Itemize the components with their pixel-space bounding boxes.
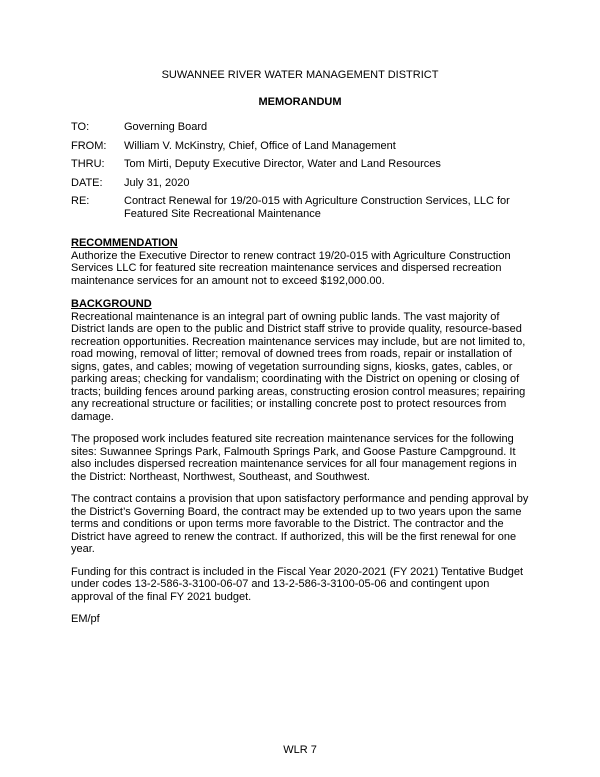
header-value: William V. McKinstry, Chief, Office of Land Management [124, 139, 396, 152]
header-value: Tom Mirti, Deputy Executive Director, Water and Land Resources [124, 158, 441, 170]
header-label: FROM: [71, 139, 107, 152]
header-label: DATE: [71, 176, 103, 189]
background-heading: BACKGROUND [71, 298, 152, 310]
header-value: Contract Renewal for 19/20-015 with Agriculture Construction Services, LLC for Featured Site Recreational Maintenance [124, 195, 510, 220]
header-row-date [71, 177, 541, 191]
memo-header [71, 121, 541, 225]
header-value: July 31, 2020 [124, 176, 190, 189]
background-section [71, 298, 533, 626]
recommendation-section [71, 237, 533, 287]
background-paragraph: The proposed work includes featured site recreation maintenance services for the following sites: Suwannee Springs Park, Falmouth Springs Park, and Goose Pasture Campground. It also includes dispersed recreation maintenance services for all four management regions in the District: Northeast, Northwest, Southeast, and Southwest. [71, 433, 517, 483]
initials: EM/pf [71, 613, 100, 625]
page-footer: WLR 7 [283, 744, 317, 756]
background-paragraph: Recreational maintenance is an integral part of owning public lands. The vast majority of District lands are open to the public and District staff strive to provide quality, resource-based recreation opportunities. Recreation maintenance services may include, but are not limited to, road mowing, removal of litter; removal of downed trees from roads, repair or installation of signs, gates, and cables; mowing of vegetation surrounding signs, kiosks, gates, cables, or parking areas; checking for vandalism; coordinating with the District on opening or closing of tracts; building fences around parking areas, constructing erosion control measures; repairing any recreational structure or facilities; or installing concrete post to protect resources from damage. [71, 310, 526, 423]
organization-name: SUWANNEE RIVER WATER MANAGEMENT DISTRICT [161, 69, 439, 81]
memo-title: MEMORANDUM [258, 96, 342, 108]
header-label: RE: [71, 195, 90, 207]
background-paragraph: The contract contains a provision that upon satisfactory performance and pending approval by the District’s Governing Board, the contract may be extended up to two years upon the same terms and conditions or upon terms more favorable to the District. The contractor and the District have agreed to renew the contract. If authorized, this will be the first renewal for one year. [71, 493, 529, 555]
recommendation-heading: RECOMMENDATION [71, 237, 178, 249]
background-paragraph: Funding for this contract is included in the Fiscal Year 2020-2021 (FY 2021) Tentative Budget under codes 13-2-586-3-3100-06-07 and 13-2-586-3-3100-05-06 and contingent upon approval of the final FY 2021 budget. [71, 565, 524, 603]
header-row-thru [71, 158, 541, 172]
header-label: TO: [71, 121, 90, 133]
header-row-from [71, 140, 541, 154]
header-value: Governing Board [124, 121, 208, 133]
recommendation-text: Authorize the Executive Director to renew contract 19/20-015 with Agriculture Construction Services LLC for featured site recreation maintenance services and dispersed recreation maintenance services for an amount not to exceed $192,000.00. [71, 249, 511, 287]
header-row-to [71, 121, 541, 135]
header-label: THRU: [71, 158, 105, 170]
header-row-re [71, 195, 541, 220]
